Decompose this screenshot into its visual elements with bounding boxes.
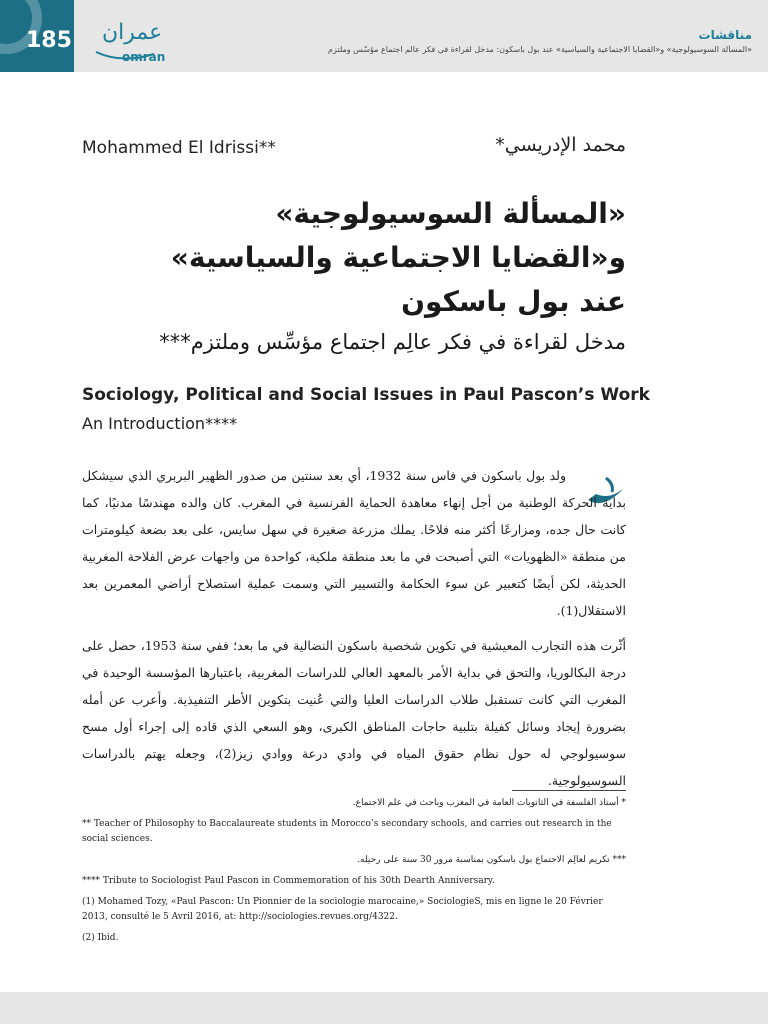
logo-english-text: omran — [122, 50, 166, 64]
author-arabic: محمد الإدريسي* — [495, 134, 626, 156]
omran-logo — [92, 18, 172, 66]
english-subtitle: An Introduction**** — [82, 414, 238, 433]
footnote-1: * أستاذ الفلسفة في الثانويات العامة في المغرب وباحث في علم الاجتماع. — [352, 798, 626, 808]
footnote-2: ** Teacher of Philosophy to Baccalaureate students in Morocco’s secondary schools, and carries out research in the social sciences. — [82, 819, 612, 844]
author-english: Mohammed El Idrissi** — [82, 138, 276, 158]
arabic-title-line-3: عند بول باسكون — [401, 285, 626, 318]
page-number: 185 — [26, 28, 72, 53]
section-label: مناقشات — [698, 28, 752, 42]
arabic-title-line-2: و«القضايا الاجتماعية والسياسية» — [170, 241, 626, 274]
footnote-3: *** تكريم لعالِم الاجتماع بول باسكون بمناسبة مرور 30 سنة على رحيله. — [357, 855, 626, 865]
arabic-title — [66, 192, 626, 324]
footnote-6: (2) Ibid. — [82, 933, 119, 943]
body-paragraph-1: ولد بول باسكون في فاس سنة 1932، أي بعد سنتين من صدور الظهير البربري الذي سيشكل بداية الحركة الوطنية من أجل إنهاء معاهدة الحماية الفرنسية في المغرب. كان والده مهندسًا مدنيًا، كما كانت حال جده، ومزارعًا أكثر منه فلاحًا. يملك مزرعة صغيرة في سهل سايس، على بعد بضعة كيلومترات من منطقة «الظهويات» التي أصبحت في ما بعد منطقة ملكية، كواحدة من واجهات عرض الفلاحة المغربية الحديثة، لكن أيضًا كتعبير عن سوء الحكامة والتسيير التي وسمت عملية استصلاح أراضي المعمرين بعد الاستقلال(1). — [82, 468, 626, 618]
arabic-subtitle: مدخل لقراءة في فكر عالِم اجتماع مؤسِّس وملتزم*** — [159, 330, 626, 354]
footer-band — [0, 992, 768, 1024]
footnote-4: **** Tribute to Sociologist Paul Pascon in Commemoration of his 30th Dearth Anniversary. — [82, 876, 495, 886]
footnote-divider — [512, 790, 626, 791]
footnote-5: (1) Mohamed Tozy, «Paul Pascon: Un Pionnier de la sociologie marocaine,» SociologieS, mis en ligne le 20 Février 2013, consulté le 5 Avril 2016, at: http://sociologies.revues.org/4322. — [82, 897, 603, 922]
page-number-box — [0, 0, 74, 72]
body-paragraph-2: أثّرت هذه التجارب المعيشية في تكوين شخصية باسكون النضالية في ما بعد؛ ففي سنة 1953، حصل على درجة البكالوريا، والتحق في بداية الأمر بالمعهد العالي للدراسات المغربية، باعتبارها المؤسسة الوحيدة في المغرب التي كانت تستقبل طلاب الدراسات العليا والتي عُنيت بتكوين الأطر التنفيذية. وأعرب عن أمله بضرورة إيجاد وسائل كفيلة بتلبية حاجات المناطق الكبرى، وهو السعي الذي قاده إلى إجراء أول مسح سوسيولوجي له حول نظام حقوق المياه في وادي درعة ووادي زيز(2)، وجعله يهتم بالدراسات السوسيولوجية. — [82, 638, 627, 788]
footnotes — [82, 796, 626, 952]
arabic-title-line-1: «المسألة السوسيولوجية» — [275, 197, 626, 230]
english-title: Sociology, Political and Social Issues in Paul Pascon’s Work — [82, 385, 650, 405]
article-body — [82, 462, 626, 802]
logo-arabic-text: عمران — [102, 20, 163, 45]
running-head: «المسألة السوسيولوجية» و«القضايا الاجتماعية والسياسية» عند بول باسكون: مدخل لقراءة في فكر عالم اجتماع مؤسّس وملتزم — [328, 45, 752, 54]
